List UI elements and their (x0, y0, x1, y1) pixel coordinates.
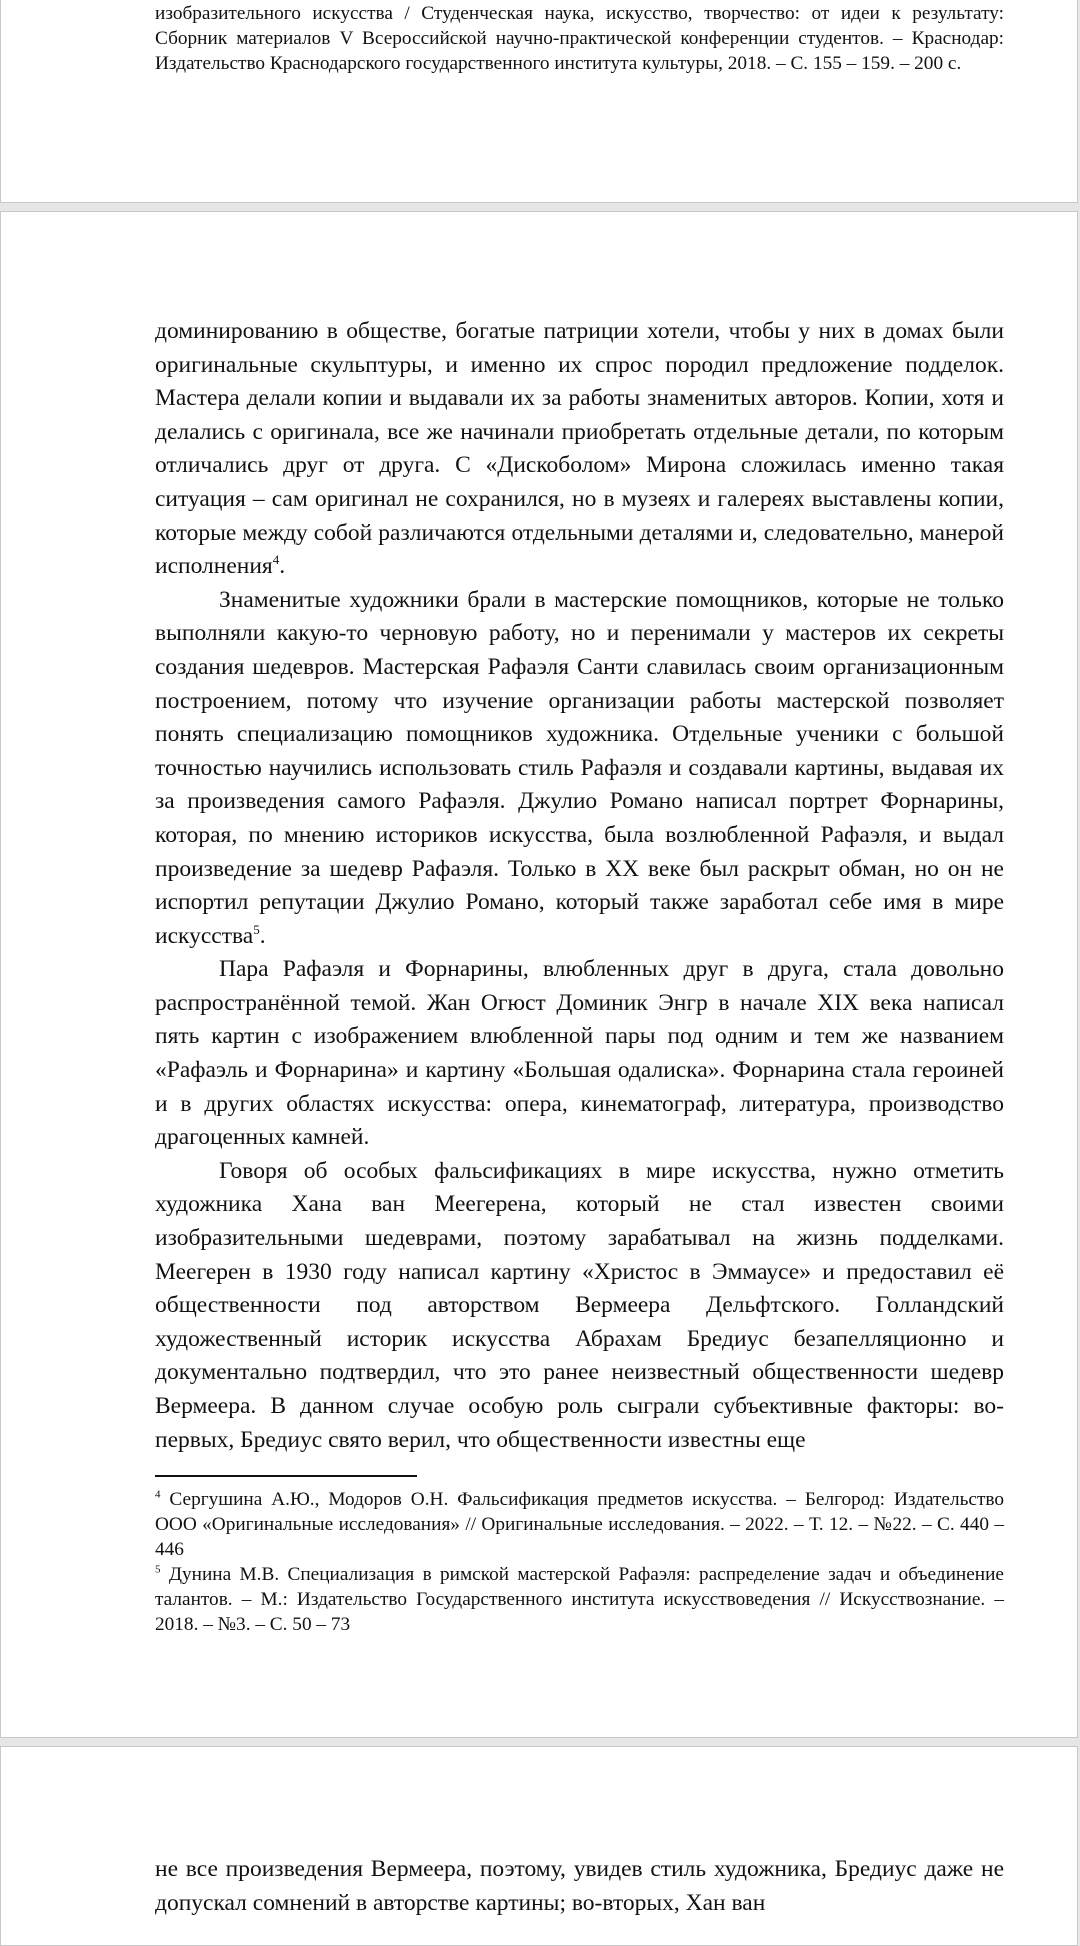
footnote-5: $^5$ Дунина М.В. Специализация в римской мастерской Рафаэля: распределение задач и объединение талантов. – М.: Издательство Государственного института искусствоведения // Искусствознание. – 2018. – №3. – С. 50 – 73 (155, 1563, 1004, 1635)
footnote-separator (155, 1475, 417, 1477)
next-page (0, 1746, 1078, 1946)
page-body (155, 315, 1004, 1457)
paragraph-1: доминированию в обществе, богатые патриции хотели, чтобы у них в домах были оригинальные скульптуры, и именно их спрос породил предложение подделок. Мастера делали копии и выдавали их за работы знаменитых авторов. Копии, хотя и делались с оригинала, все же начинали приобретать отдельные детали, по которым отличались друг от друга. С «Дискоболом» Мирона сложилась именно такая ситуация – сам оригинал не сохранился, но в музеях и галереях выставлены копии, которые между собой различаются отдельными деталями и, следовательно, манерой исполнения$^4$. (155, 318, 1004, 580)
footnote-ref-4: 4 (272, 552, 280, 568)
footnotes (155, 1487, 1004, 1637)
footnote-continuation: изобразительного искусства / Студенческая наука, искусство, творчество: от идеи к результату: Сборник материалов V Всероссийской научно-практической конференции студентов. – Краснодар: Издательство Краснодарского государственного института культуры, 2018. – С. 155 – 159. – 200 с. (155, 3, 1004, 74)
footnote-ref-5: 5 (253, 921, 260, 937)
next-page-body (155, 1853, 1004, 1920)
paragraph-4: Говоря об особых фальсификациях в мире искусства, нужно отметить художника Хана ван Меегерена, который не стал известен своими изобразительными шедеврами, поэтому зарабатывал на жизнь подделками. Меегерен в 1930 году написал картину «Христос в Эммаусе» и предоставил её общественности под авторством Вермеера Дельфтского. Голландский художественный историк искусства Абрахам Бредиус безапелляционно и документально подтвердил, что это ранее неизвестный общественности шедевр Вермеера. В данном случае особую роль сыграли субъективные факторы: во-первых, Бредиус свято верил, что общественности известны еще (155, 1157, 1004, 1453)
previous-page-footnote (155, 1, 1004, 76)
paragraph-3: Пара Рафаэля и Форнарины, влюбленных друг в друга, стала довольно распространённой темой. Жан Огюст Доминик Энгр в начале XIX века написал пять картин с изображением влюбленной пары под одним и тем же названием «Рафаэль и Форнарина» и картину «Большая одалиска». Форнарина стала героиней и в других областях искусства: опера, кинематограф, литература, производство драгоценных камней. (155, 956, 1004, 1151)
next-page-paragraph: не все произведения Вермеера, поэтому, увидев стиль художника, Бредиус даже не допускал сомнений в авторстве картины; во-вторых, Хан ван (155, 1856, 1004, 1916)
footnote-4: $^4$ Сергушина А.Ю., Модоров О.Н. Фальсификация предметов искусства. – Белгород: Издательство ООО «Оригинальные исследования» // Оригинальные исследования. – 2022. – Т. 12. – №22. – С. 440 – 446 (155, 1488, 1004, 1560)
document-page (0, 211, 1078, 1738)
paragraph-2: Знаменитые художники брали в мастерские помощников, которые не только выполняли какую-то черновую работу, но и перенимали у мастеров их секреты создания шедевров. Мастерская Рафаэля Санти славилась своим организационным построением, потому что изучение организации работы мастерской позволяет понять специализацию помощников художника. Отдельные ученики с большой точностью научились использовать стиль Рафаэля и создавали картины, выдавая их за произведения самого Рафаэля. Джулио Романо написал портрет Форнарины, которая, по мнению историков искусства, была возлюбленной Рафаэля, и выдал произведение за шедевр Рафаэля. Только в XX веке был раскрыт обман, но он не испортил репутации Джулио Романо, который также заработал себе имя в мире искусства$^5$. (155, 586, 1004, 949)
previous-page (0, 0, 1078, 203)
